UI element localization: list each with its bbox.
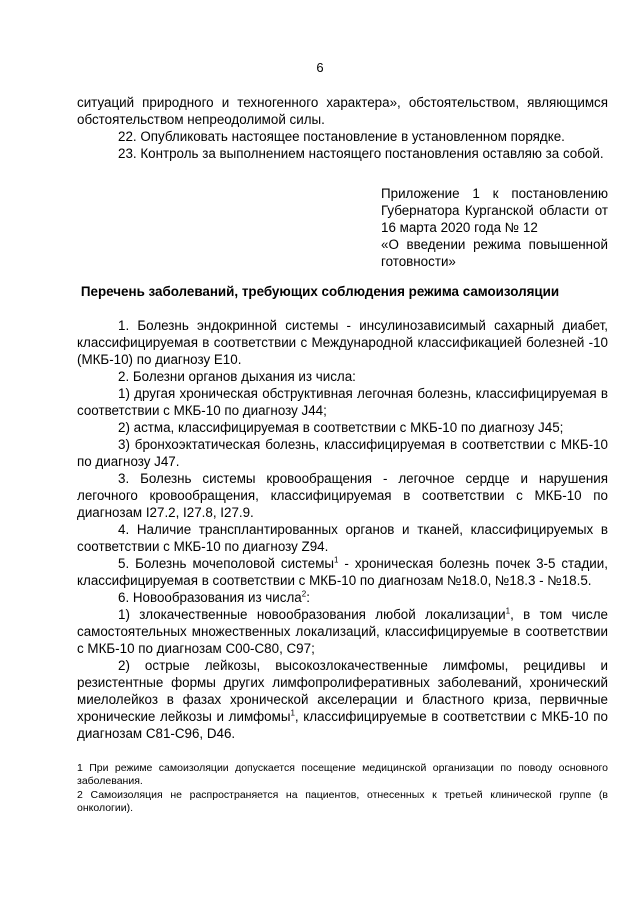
list-item-6-1: [77, 606, 608, 657]
list-item-1: 1. Болезнь эндокринной системы - инсулинозависимый сахарный диабет, классифицируемая в соответствии с Международной классификацией болезней -10 (МКБ-10) по диагнозу E10.: [77, 318, 608, 367]
footnote-mark-1: 1: [334, 555, 339, 565]
list-item-6-2: [77, 657, 608, 742]
list-item-6-text-a: 6. Новообразования из числа: [118, 590, 302, 605]
appendix-header: [381, 185, 608, 270]
list-item-5-text-a: 5. Болезнь мочеполовой системы: [118, 556, 335, 571]
list-item-2-3: 3) бронхоэктатическая болезнь, классифицируемая в соответствии с МКБ-10 по диагнозу J47.: [77, 437, 608, 469]
footnote-mark-1: 1: [505, 606, 511, 616]
list-item-2-1: 1) другая хроническая обструктивная легочная болезнь, классифицируемая в соответствии с МКБ-10 по диагнозу J44;: [77, 386, 608, 418]
list-item-6-1-text-b: , в том числе самостоятельных множественных локализаций, классифицируемые в соответствии с МКБ-10 по диагнозам C00-C80, C97;: [77, 607, 609, 656]
disease-list: [77, 317, 608, 742]
list-item-3: 3. Болезнь системы кровообращения - легочное сердце и нарушения легочного кровообращения, классифицируемая в соответствии с МКБ-10 по диагнозам I27.2, I27.8, I27.9.: [77, 471, 608, 520]
footnote-mark-1: 1: [290, 708, 295, 718]
list-item-2-2: 2) астма, классифицируемая в соответствии с МКБ-10 по диагнозу J45;: [118, 420, 564, 435]
paragraph-continuation: ситуаций природного и техногенного характера», обстоятельством, являющимся обстоятельством непреодолимой силы.: [77, 95, 608, 127]
list-item-6-2-text-b: , классифицируемые в соответствии с МКБ-10 по диагнозам C81-C96, D46.: [77, 709, 608, 741]
list-item-6-text-b: :: [306, 590, 310, 605]
paragraph-23: 23. Контроль за выполнением настоящего постановления оставляю за собой.: [118, 146, 604, 161]
document-title: Перечень заболеваний, требующих соблюдения режима самоизоляции: [80, 284, 560, 299]
appendix-reference: Приложение 1 к постановлению Губернатора Курганской области от 16 марта 2020 года № 12: [381, 186, 608, 235]
footnote-1: 1 При режиме самоизоляции допускается посещение медицинской организации по поводу основного заболевания.: [77, 762, 608, 787]
page-number: 6: [316, 60, 324, 75]
list-item-5-text-b: - хроническая болезнь почек 3-5 стадии, классифицируемая в соответствии с МКБ-10 по диагнозам №18.0, №18.3 - №18.5.: [77, 556, 608, 588]
appendix-decree-title: «О введении режима повышенной готовности»: [381, 237, 608, 269]
footnote-2: 2 Самоизоляция не распространяется на пациентов, отнесенных к третьей клинической группе (в онкологии).: [77, 789, 608, 814]
list-item-6-1-text-a: 1) злокачественные новообразования любой локализации: [118, 607, 506, 622]
preceding-text: [77, 94, 608, 162]
list-item-6: [77, 589, 608, 606]
list-item-2: 2. Болезни органов дыхания из числа:: [118, 369, 356, 384]
footnotes: [77, 762, 608, 816]
list-item-6-2-text-a: 2) острые лейкозы, высокозлокачественные лимфомы, рецидивы и резистентные формы других лимфопролиферативных заболеваний, хронический миелолейкоз в фазах хронической акселерации и бластного криза, первичные хронические лейкозы и лимфомы: [77, 658, 608, 724]
list-item-5: [77, 555, 608, 589]
footnote-mark-2: 2: [301, 589, 307, 599]
paragraph-22: 22. Опубликовать настоящее постановление в установленном порядке.: [118, 129, 565, 144]
list-item-4: 4. Наличие трансплантированных органов и тканей, классифицируемых в соответствии с МКБ-10 по диагнозу Z94.: [77, 522, 608, 554]
